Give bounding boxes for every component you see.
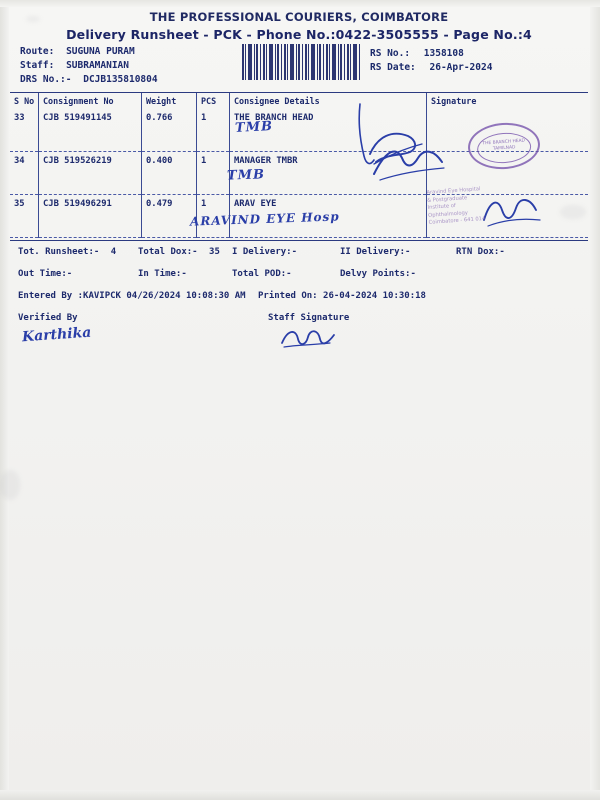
document-title: Delivery Runsheet - PCK - Phone No.:0422-3505555 - Page No.:4	[66, 27, 532, 42]
route-line	[20, 46, 135, 57]
round-bank-stamp-line-1: THE BRANCH HEAD	[482, 138, 526, 147]
total-runsheet-value: 4	[110, 247, 117, 257]
in-time	[138, 269, 187, 279]
round-bank-stamp-inner	[476, 131, 532, 165]
table-header-row	[10, 93, 588, 109]
cell-pcs: 1	[197, 195, 230, 238]
entered-by: Entered By :KAVIPCK 04/26/2024 10:08:30 AM	[18, 291, 246, 301]
cell-pcs: 1	[197, 152, 230, 195]
rs-date-label: RS Date:	[370, 62, 416, 73]
cell-pcs: 1	[197, 109, 230, 152]
out-time-label: Out Time:-	[18, 269, 73, 279]
rs-no-value: 1358108	[423, 48, 464, 59]
staff-label: Staff:	[20, 60, 55, 71]
totals-block	[10, 247, 588, 309]
column-header-pcs: PCS	[197, 93, 230, 109]
signature-scribble-row-34	[370, 140, 450, 186]
total-runsheet-label: Tot. Runsheet:-	[18, 247, 100, 257]
drs-value: DCJB135810804	[83, 74, 158, 85]
cell-consignment-no: CJB 519526219	[39, 152, 142, 195]
delvy-points-label: Delvy Points:-	[340, 269, 416, 279]
round-bank-stamp-line-2: TAMILNAD	[492, 144, 516, 152]
ii-delivery	[340, 247, 410, 257]
total-dox-label: Total Dox:-	[138, 247, 198, 257]
table-bottom-rule	[10, 240, 588, 241]
cell-sno: 33	[10, 109, 39, 152]
footer-block	[10, 313, 588, 373]
ii-delivery-label: II Delivery:-	[340, 247, 411, 257]
rs-date-value: 26-Apr-2024	[429, 62, 493, 73]
company-title: THE PROFESSIONAL COURIERS, COIMBATORE	[149, 10, 449, 24]
paper-smudge	[0, 470, 20, 500]
staff-line	[20, 60, 129, 71]
rs-no-line	[370, 48, 464, 59]
hospital-stamp-line-5: Coimbatore - 641 014	[428, 216, 486, 226]
i-delivery	[232, 247, 297, 257]
i-delivery-label: I Delivery:-	[232, 247, 298, 257]
handwritten-consignee-row-35: ARAVIND EYE Hosp	[189, 209, 340, 229]
cell-consignee: ARAV EYE	[230, 195, 427, 238]
paper-edge-right	[590, 0, 600, 800]
hospital-stamp-line-2: & Postgraduate	[426, 194, 468, 204]
cell-consignee: MANAGER TMBR	[230, 152, 427, 195]
drs-line	[20, 74, 158, 85]
barcode-image	[242, 44, 360, 80]
total-pod-label: Total POD:-	[232, 269, 292, 279]
hospital-stamp-line-1: Aravind Eye Hospital	[426, 186, 481, 196]
staff-signature-scribble	[278, 323, 338, 351]
route-value: SUGUNA PURAM	[66, 46, 135, 57]
document-header-block	[10, 46, 588, 92]
drs-label: DRS No.:-	[20, 74, 72, 85]
handwritten-consignee-row-34: TMB	[226, 167, 266, 184]
total-runsheet	[18, 247, 116, 257]
column-header-consignment-no: Consignment No	[39, 93, 142, 109]
printed-on: Printed On: 26-04-2024 10:30:18	[258, 291, 426, 301]
cell-weight: 0.766	[142, 109, 197, 152]
paper-edge-bottom	[0, 790, 600, 800]
rs-date-line	[370, 62, 492, 73]
handwritten-consignee-row-33: TMB	[234, 119, 274, 136]
staff-signature-label: Staff Signature	[268, 313, 350, 323]
total-pod	[232, 269, 292, 279]
cell-sno: 34	[10, 152, 39, 195]
hospital-block-stamp	[426, 180, 569, 242]
column-header-sno: S No	[14, 96, 35, 106]
hospital-stamp-line-4: Ophthalmology	[427, 209, 469, 219]
rtn-dox	[456, 247, 505, 257]
cell-consignee: THE BRANCH HEAD	[230, 109, 427, 152]
delvy-points	[340, 269, 416, 279]
cell-consignment-no: CJB 519491145	[39, 109, 142, 152]
out-time	[18, 269, 72, 279]
column-header-consignee-details: Consignee Details	[230, 93, 427, 109]
hospital-stamp-line-3: Institute of	[427, 203, 456, 211]
cell-consignment-no: CJB 519496291	[39, 195, 142, 238]
cell-sno: 35	[10, 195, 39, 238]
column-header-signature: Signature	[427, 93, 589, 109]
rs-no-label: RS No.:	[370, 48, 411, 59]
cell-weight: 0.479	[142, 195, 197, 238]
paper-edge-left	[0, 0, 9, 800]
cell-weight: 0.400	[142, 152, 197, 195]
route-label: Route:	[20, 46, 55, 57]
total-dox-value: 35	[209, 247, 220, 257]
column-header-weight: Weight	[142, 93, 197, 109]
in-time-label: In Time:-	[138, 269, 187, 279]
staff-value: SUBRAMANIAN	[66, 60, 129, 71]
total-dox	[138, 247, 220, 257]
rtn-dox-label: RTN Dox:-	[456, 247, 505, 257]
verified-by-signature: Karthika	[21, 324, 92, 346]
verified-by-label: Verified By	[18, 313, 78, 323]
